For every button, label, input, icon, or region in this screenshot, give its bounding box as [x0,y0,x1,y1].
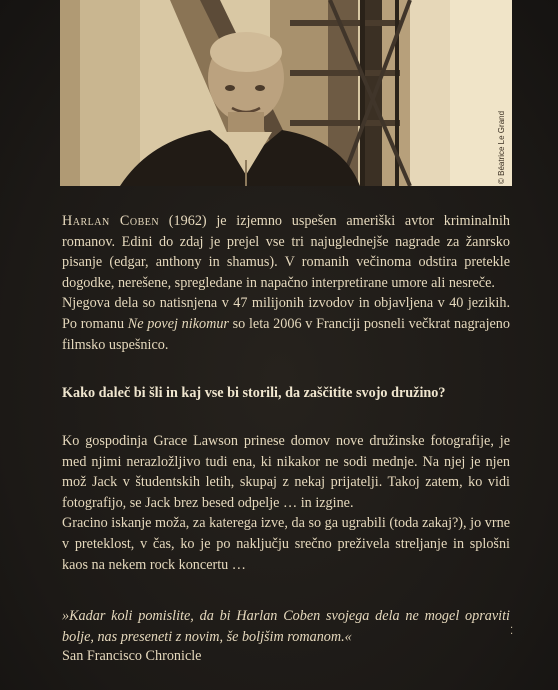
decorative-marks: ⁚ [510,626,514,637]
bio-paragraph-2-after: so leta 2006 v Franciji posneli večkrat nagrajeno filmsko uspešnico. [62,315,510,353]
review-quote: »Kadar koli pomislite, da bi Harlan Coben svojega dela ne mogel opraviti bolje, nas preseneti z novim, še boljšim romanom.« [62,608,510,645]
movie-title: Ne povej nikomur [127,315,229,332]
synopsis [62,431,510,575]
tagline-heading: Kako daleč bi šli in kaj vse bi storili, da zaščitite svojo družino? [62,385,446,401]
author-name: Harlan Coben [62,213,160,229]
synopsis-paragraph-2: Gracino iskanje moža, za katerega izve, da so ga ugrabili (toda zakaj?), jo vrne v preteklost, v čas, ko je po naključju srečno preživela streljanje in splošni kaos na nekem rock koncertu … [62,515,510,573]
author-photo [60,0,512,186]
photo-credit [494,88,508,184]
bio-paragraph-2 [62,293,510,355]
quote-source: San Francisco Chronicle [62,648,202,664]
synopsis-paragraph-1: Ko gospodinja Grace Lawson prinese domov nove družinske fotografije, je med njimi nerazložljivo tudi ena, ki nikakor ne sodi mednje. Na njej je njen mož Jack v študentskih letih, skupaj z nekaj prijatelji. Takoj zatem, ko vidi fotografijo, se Jack brez besed odpelje … in izgine. [62,433,510,511]
photo-credit-text: © Béatrice Le Grand [497,110,506,184]
author-photo-image [60,0,512,186]
bio-paragraph-1-text: (1962) je izjemno uspešen ameriški avtor kriminalnih romanov. Edini do zdaj je prejel vse tri najuglednejše nagrade za žanrsko pisanje (edgar, anthony in shamus). V romanih večinoma odstira preteklе dogodke, nerešene, spregledane in napačno interpretirane umore ali nesreče. [62,213,510,291]
author-bio [62,211,510,355]
bio-paragraph-1 [62,211,510,293]
bio-paragraph-2-before: Njegova dela so natisnjena v 47 milijonih izvodov in objavljena v 40 jezikih. Po romanu [62,295,510,332]
